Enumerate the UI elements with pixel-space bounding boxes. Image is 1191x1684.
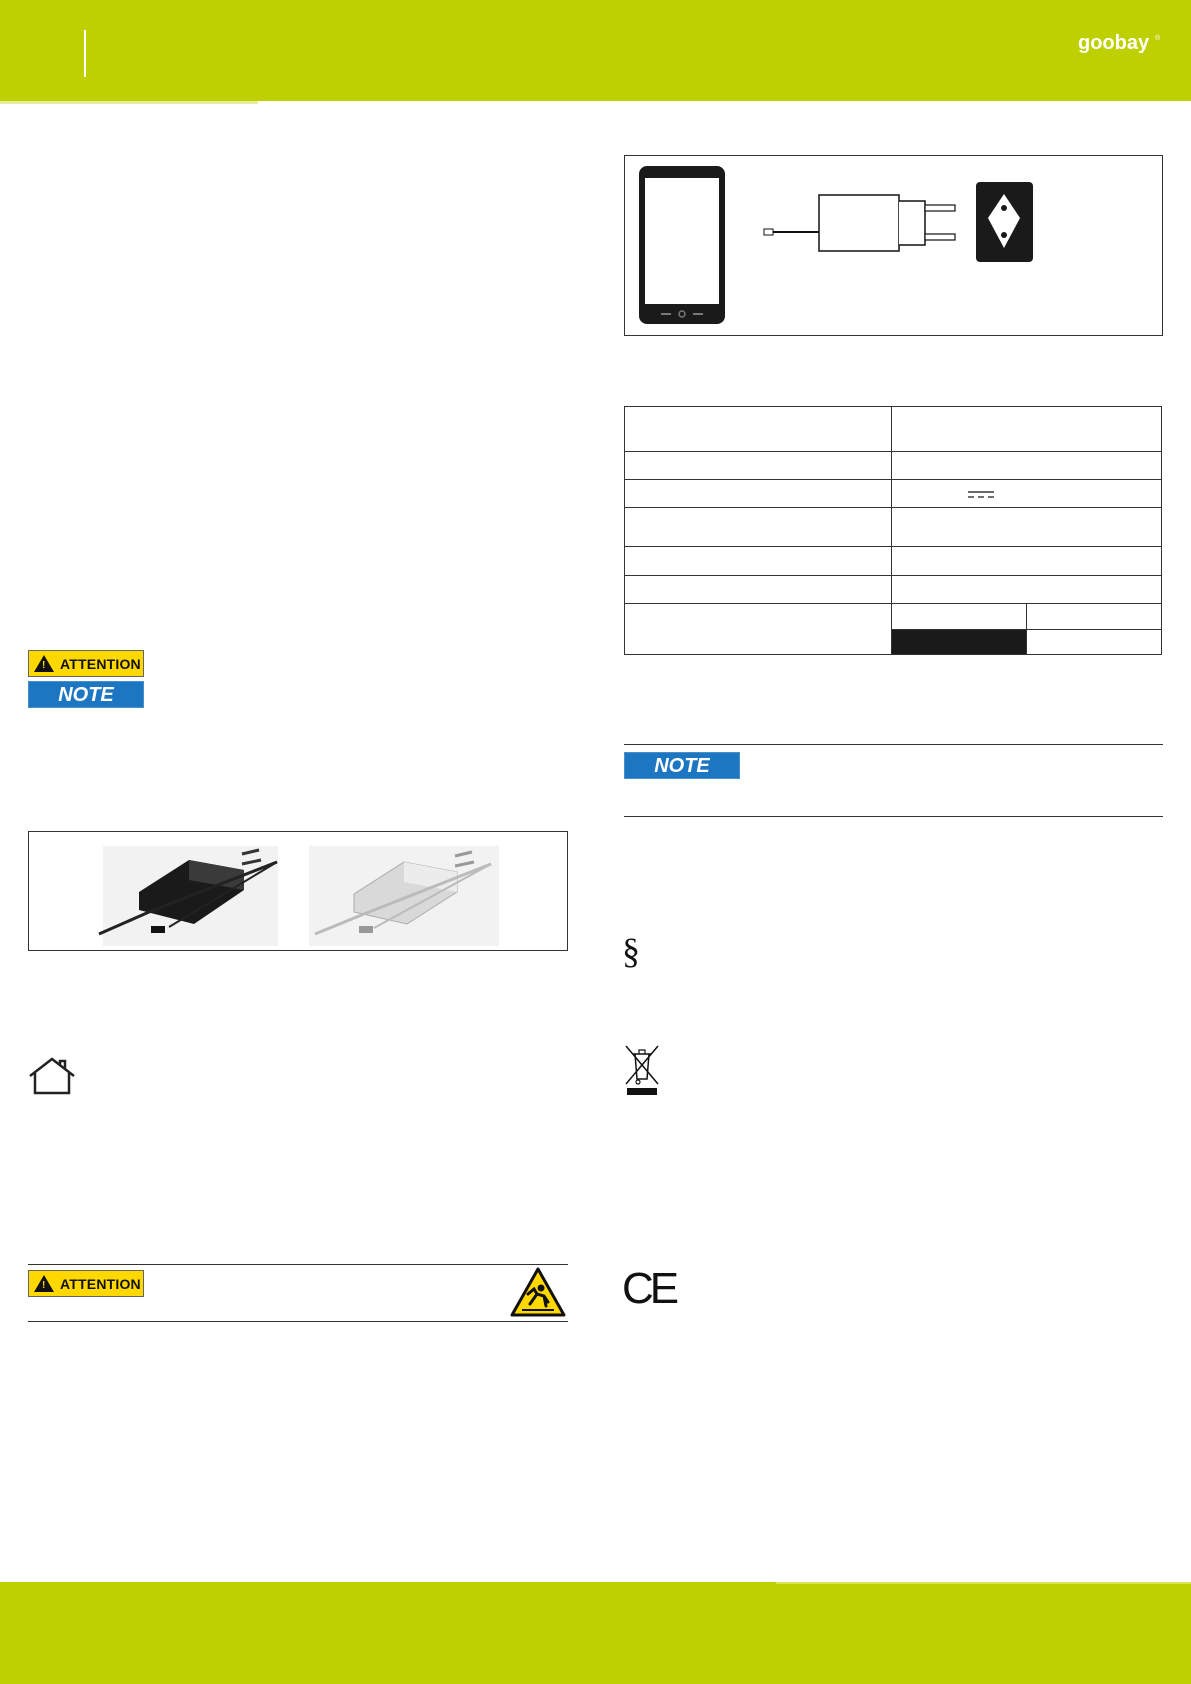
white-charger-image xyxy=(309,846,499,946)
product-photos xyxy=(29,832,567,950)
attention-badge-safety xyxy=(28,1270,144,1297)
table-row xyxy=(625,576,1162,604)
footer-accent xyxy=(776,1582,1191,1584)
attention-badge xyxy=(28,650,144,677)
note-band-top-rule xyxy=(624,744,1163,745)
note-badge: NOTE xyxy=(28,681,144,708)
page-header xyxy=(0,0,1191,101)
note-badge-right: NOTE xyxy=(624,752,740,779)
dc-symbol-cell xyxy=(892,480,1162,508)
attention-label: ATTENTION xyxy=(60,655,141,672)
note-band-bottom-rule xyxy=(624,816,1163,817)
attention-band-bottom-rule xyxy=(28,1321,568,1322)
table-row xyxy=(625,480,1162,508)
section-symbol: § xyxy=(622,931,640,971)
dc-symbol-icon xyxy=(966,487,996,501)
table-row xyxy=(625,407,1162,452)
socket-icon xyxy=(976,182,1033,262)
page-footer xyxy=(0,1582,1191,1684)
attention-band-top-rule xyxy=(28,1264,568,1265)
connection-diagram-box xyxy=(624,155,1163,336)
product-image-box xyxy=(28,831,568,951)
home-icon xyxy=(28,1057,78,1095)
header-shade xyxy=(0,101,258,104)
warning-icon xyxy=(34,1275,54,1292)
goobay-logo xyxy=(1078,30,1160,60)
trip-hazard-icon xyxy=(510,1266,566,1318)
ce-mark: CE xyxy=(622,1264,676,1313)
header-divider xyxy=(84,30,86,77)
table-row xyxy=(625,547,1162,576)
brand-mark: ® xyxy=(1155,35,1160,42)
smartphone-icon xyxy=(639,166,725,324)
warning-icon xyxy=(34,655,54,672)
weee-bin-icon xyxy=(624,1044,660,1096)
table-row xyxy=(625,604,1162,630)
color-swatch-black xyxy=(892,630,1027,655)
charger-icon xyxy=(764,195,955,251)
table-row xyxy=(625,452,1162,480)
attention-label: ATTENTION xyxy=(60,1275,141,1292)
connection-diagram xyxy=(625,156,1162,335)
brand-name: goobay xyxy=(1078,32,1150,54)
black-charger-image xyxy=(99,846,278,946)
specifications-table xyxy=(624,406,1162,655)
table-row xyxy=(625,508,1162,547)
